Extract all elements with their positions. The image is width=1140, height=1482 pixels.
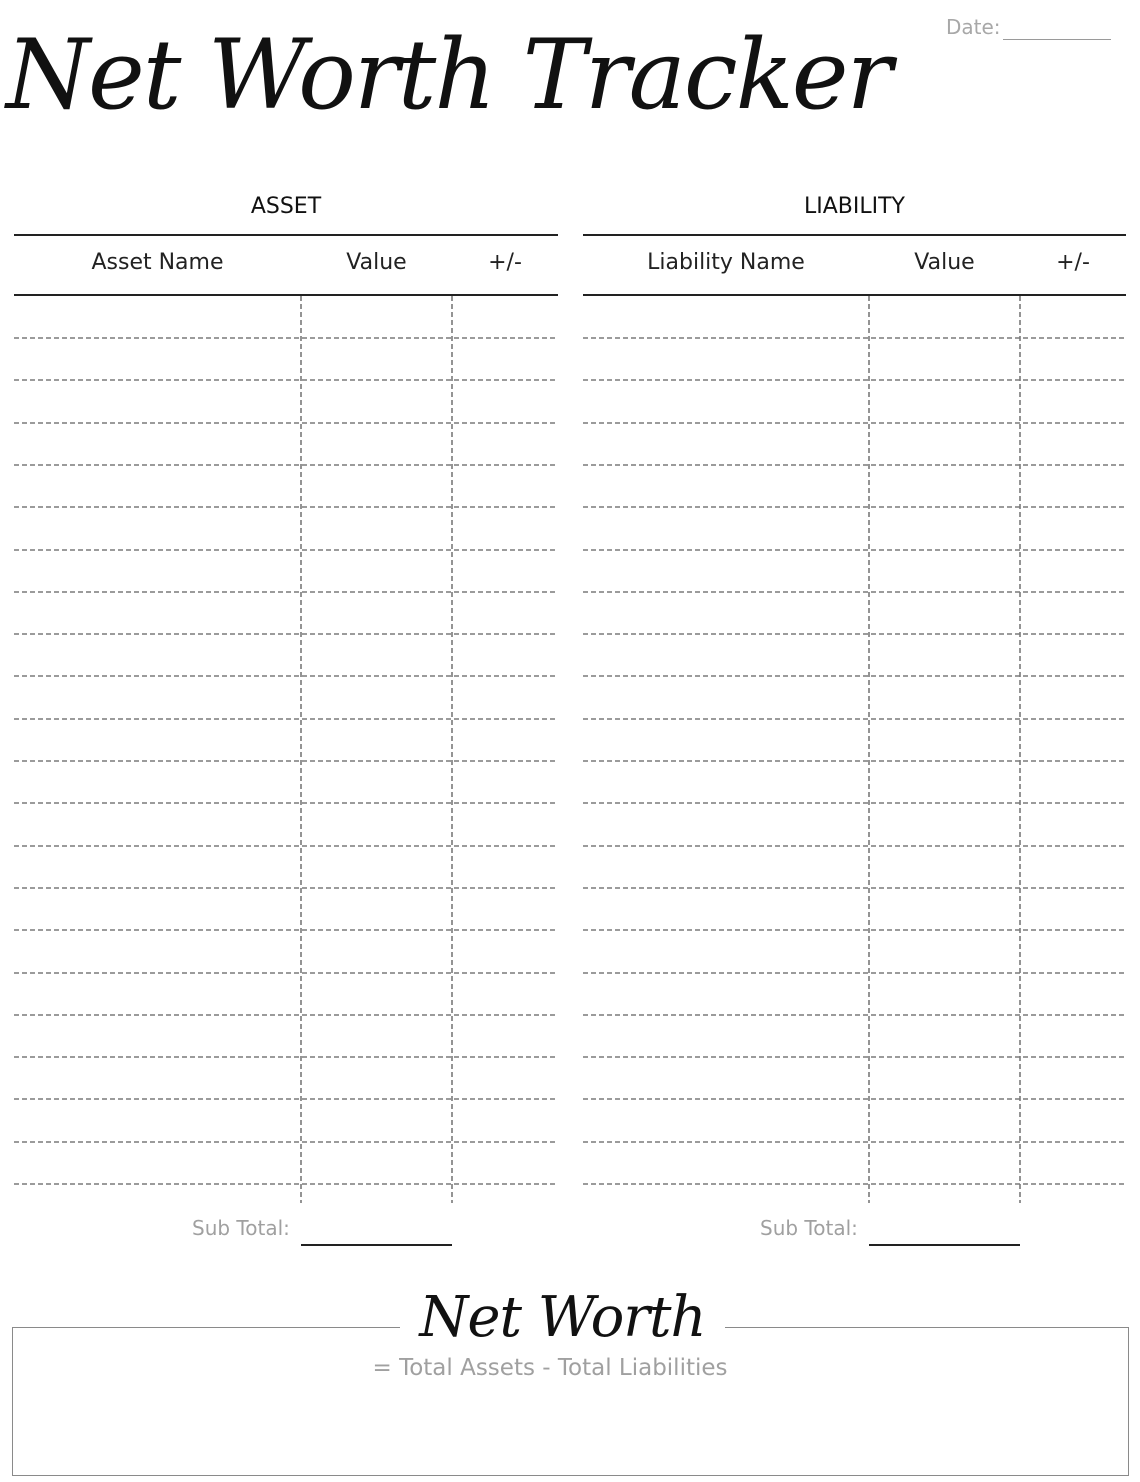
asset-name-header: Asset Name	[91, 250, 224, 275]
liability-heading: LIABILITY	[804, 194, 905, 219]
net-worth-box-top-left	[12, 1327, 400, 1328]
date-label: Date:	[946, 15, 1001, 39]
liability-subtotal-field[interactable]	[869, 1244, 1020, 1246]
asset-subtotal-label: Sub Total:	[192, 1216, 290, 1240]
asset-heading: ASSET	[250, 194, 322, 219]
liability-name-header: Liability Name	[647, 250, 805, 275]
asset-change-header: +/-	[488, 250, 522, 275]
net-worth-formula: = Total Assets - Total Liabilities	[372, 1355, 728, 1381]
asset-value-header: Value	[346, 250, 407, 275]
liability-subtotal-label: Sub Total:	[760, 1216, 858, 1240]
net-worth-title: Net Worth	[419, 1285, 706, 1350]
net-worth-box-top-right	[725, 1327, 1128, 1328]
asset-subtotal-field[interactable]	[301, 1244, 452, 1246]
page-title: Net Worth Tracker	[6, 19, 891, 131]
liability-change-header: +/-	[1056, 250, 1090, 275]
liability-value-header: Value	[914, 250, 975, 275]
